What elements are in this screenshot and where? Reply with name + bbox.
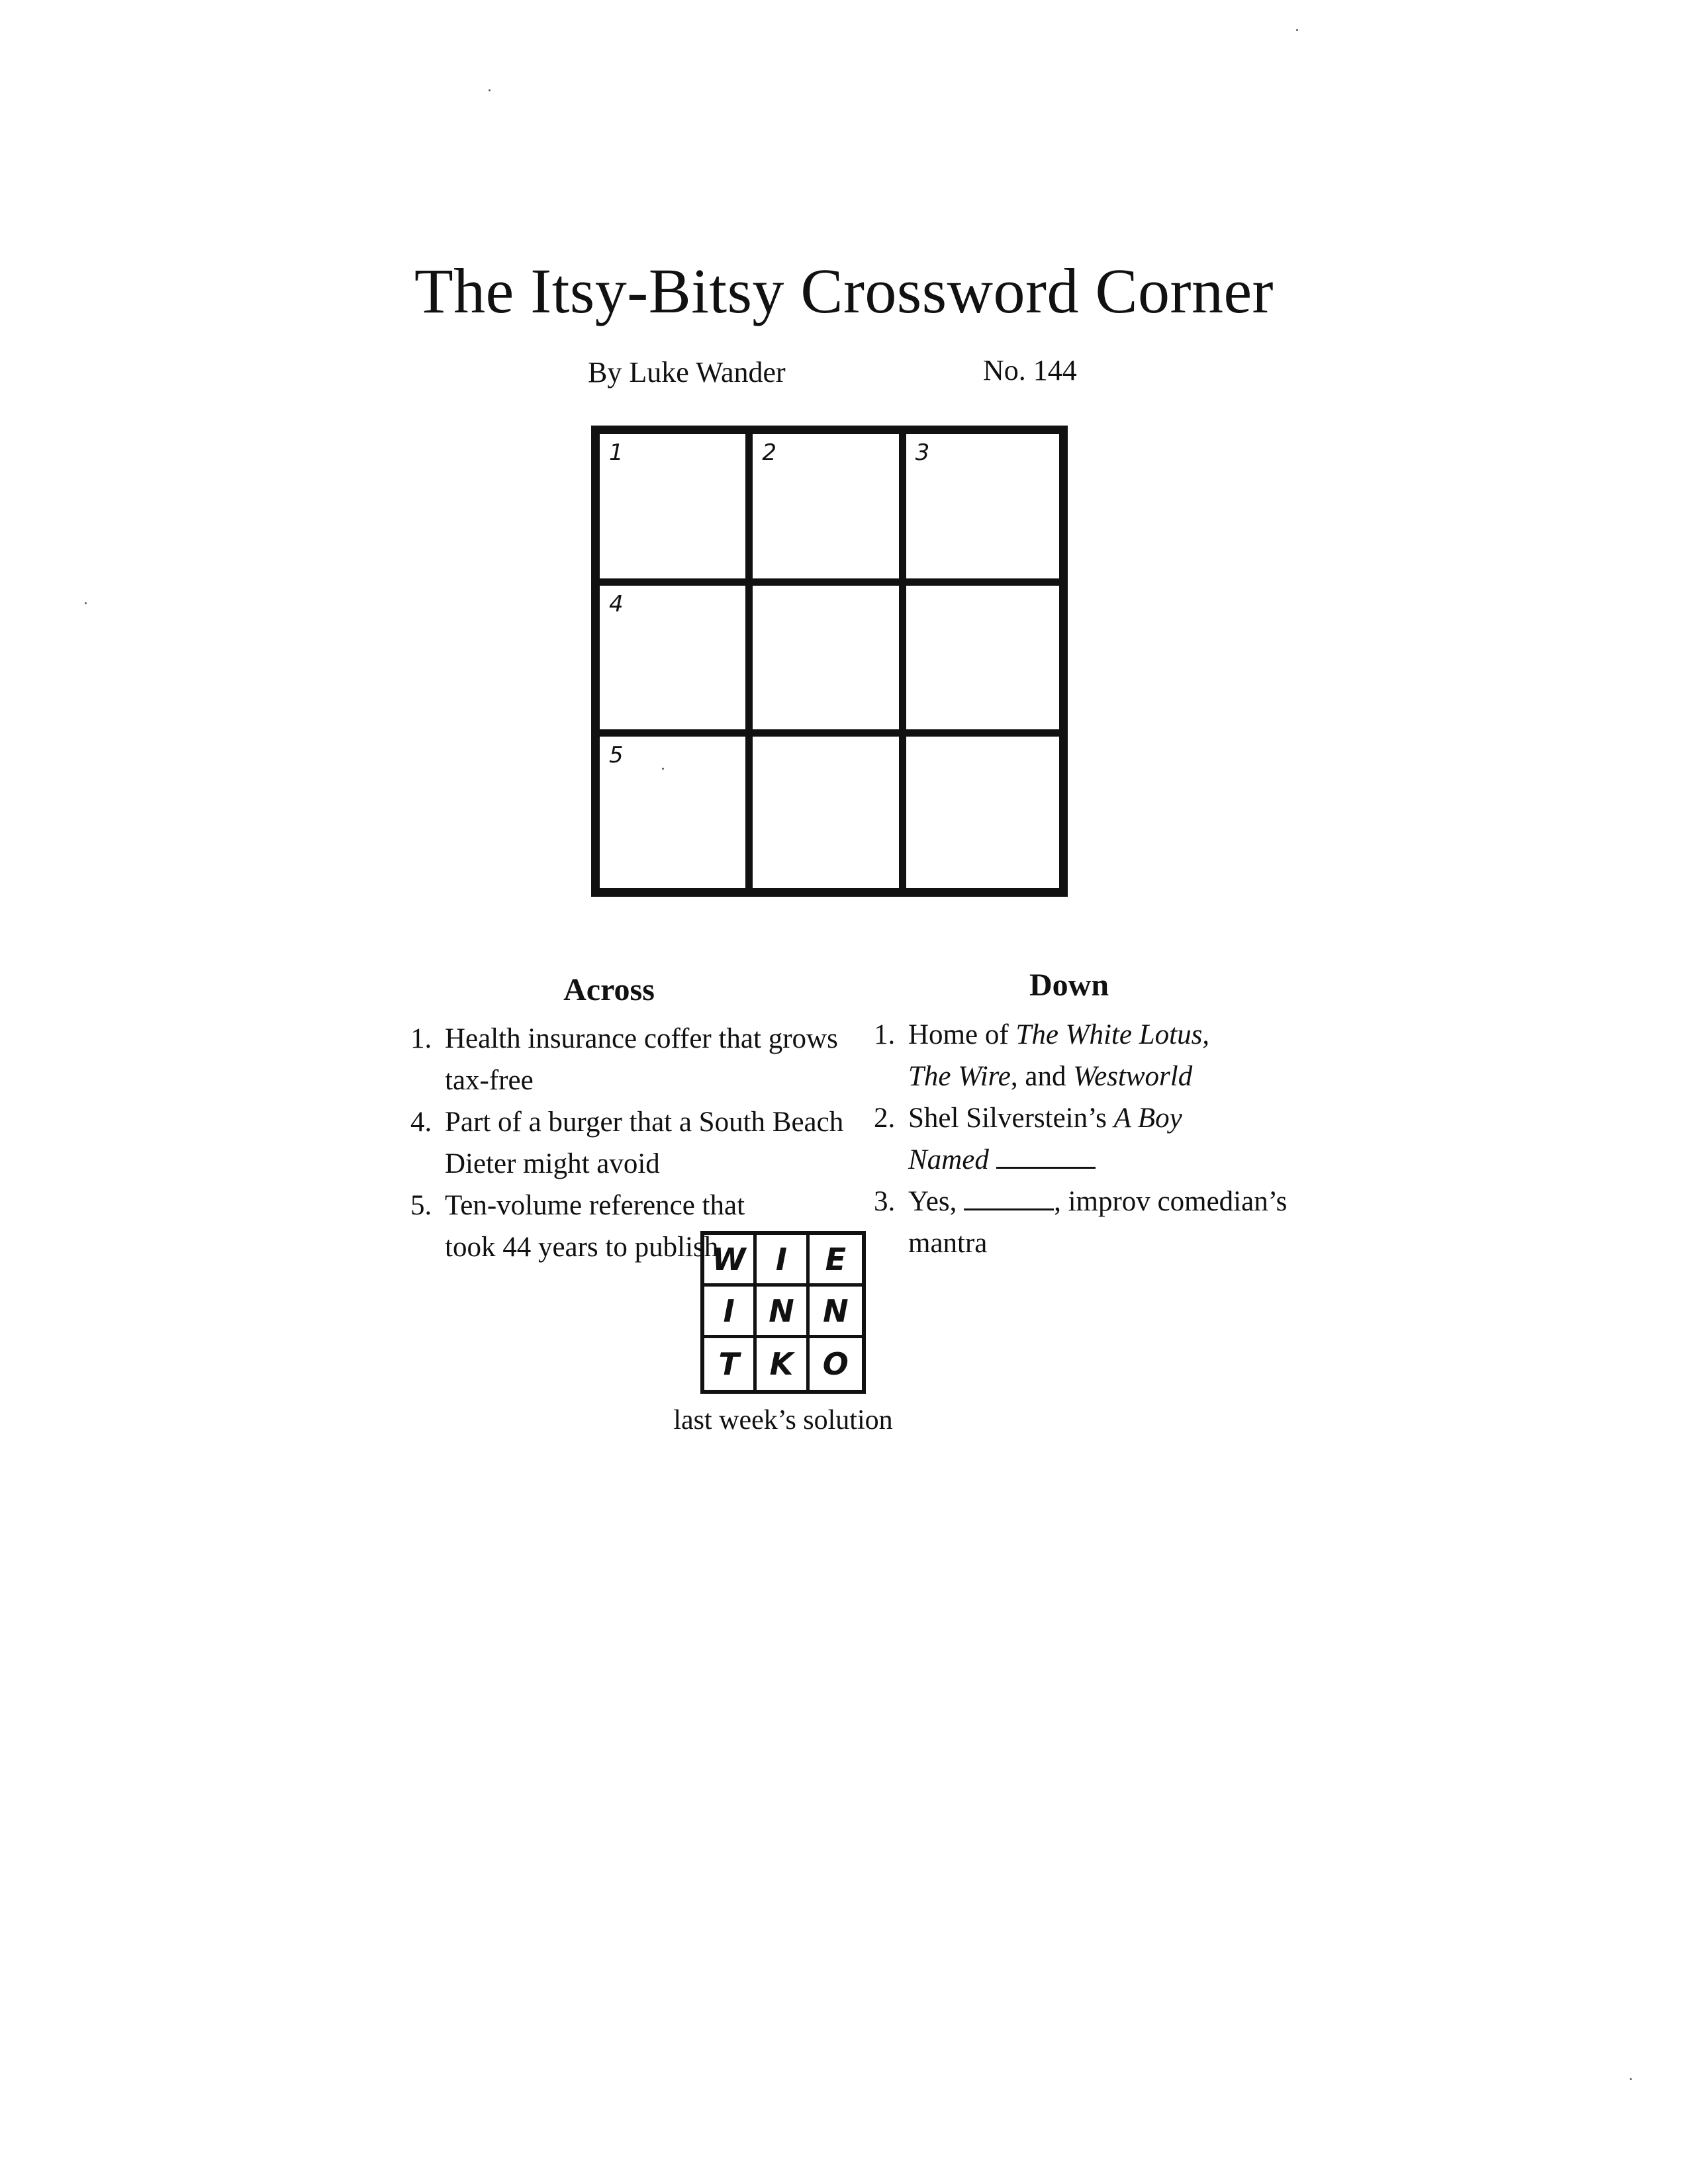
clue-text-part: , improv comedian’s mantra [908,1186,1288,1259]
clue-number: 1 [609,439,624,466]
grid-cell[interactable] [906,586,1059,737]
grid-cell[interactable] [600,434,753,586]
across-clue [410,1101,874,1185]
clue-text [908,1186,1287,1259]
clue-num: 3. [874,1186,896,1217]
clue-title-italic: The Wire [908,1061,1011,1092]
crossword-grid [591,426,1068,897]
clue-text-part: Yes, [908,1186,964,1217]
clue-num: 4. [410,1107,432,1138]
solution-cell: E [810,1235,862,1287]
clue-title-italic: A Boy Named [908,1103,1182,1175]
clue-number: 5 [609,742,624,769]
last-week-solution-grid [700,1231,866,1394]
solution-cell: K [757,1338,809,1390]
page-title: The Itsy-Bitsy Crossword Corner [414,255,1274,326]
answer-blank [964,1185,1054,1210]
solution-cell: I [757,1235,809,1287]
answer-blank [996,1143,1096,1169]
grid-cell[interactable] [906,434,1059,586]
solution-cell: W [704,1235,757,1287]
grid-cell[interactable] [753,586,906,737]
clue-num: 1. [874,1019,896,1050]
clue-number: 3 [915,439,930,466]
solution-cell: O [822,1346,849,1382]
clue-number: 4 [609,590,624,617]
clue-text-part: , and [1010,1061,1074,1092]
scan-speck [85,602,87,604]
clue-text-part: Shel Silverstein’s [908,1103,1114,1134]
grid-cell[interactable] [753,434,906,586]
scan-speck [1630,2078,1632,2080]
clue-num: 2. [874,1103,896,1134]
issue-number: No. 144 [983,354,1077,387]
solution-cell: N [757,1287,809,1338]
scan-speck [662,768,664,770]
clue-num: 5. [410,1190,432,1221]
clue-title-italic: Westworld [1073,1061,1193,1092]
solution-cell: I [704,1287,757,1338]
grid-cell[interactable] [600,586,753,737]
across-heading: Across [563,972,655,1007]
clue-title-italic: The White Lotus, [1015,1019,1210,1050]
clue-text [908,1019,1209,1092]
clue-number: 2 [762,439,776,466]
clue-text: Health insurance coffer that grows tax-free [445,1023,838,1096]
clue-text-part: Ten-volume reference that took 44 years to publish [445,1190,745,1263]
byline: By Luke Wander [588,356,786,388]
clue-text: Part of a burger that a South Beach Dieter might avoid [445,1107,844,1179]
grid-cell[interactable] [753,737,906,888]
down-heading: Down [1029,968,1109,1003]
grid-cell[interactable] [906,737,1059,888]
down-clue [874,1014,1324,1097]
scan-speck [489,89,491,91]
scan-speck [1296,29,1298,31]
grid-cell[interactable] [600,737,753,888]
solution-caption: last week’s solution [673,1405,893,1435]
clue-text-part: Home of [908,1019,1016,1050]
down-clue-list [874,1014,1324,1264]
down-clue [874,1097,1324,1181]
solution-cell: T [704,1338,757,1390]
clue-num: 1. [410,1023,432,1054]
solution-cell: N [810,1287,862,1338]
down-clue [874,1181,1324,1264]
clue-text [908,1103,1182,1175]
across-clue [410,1018,874,1101]
